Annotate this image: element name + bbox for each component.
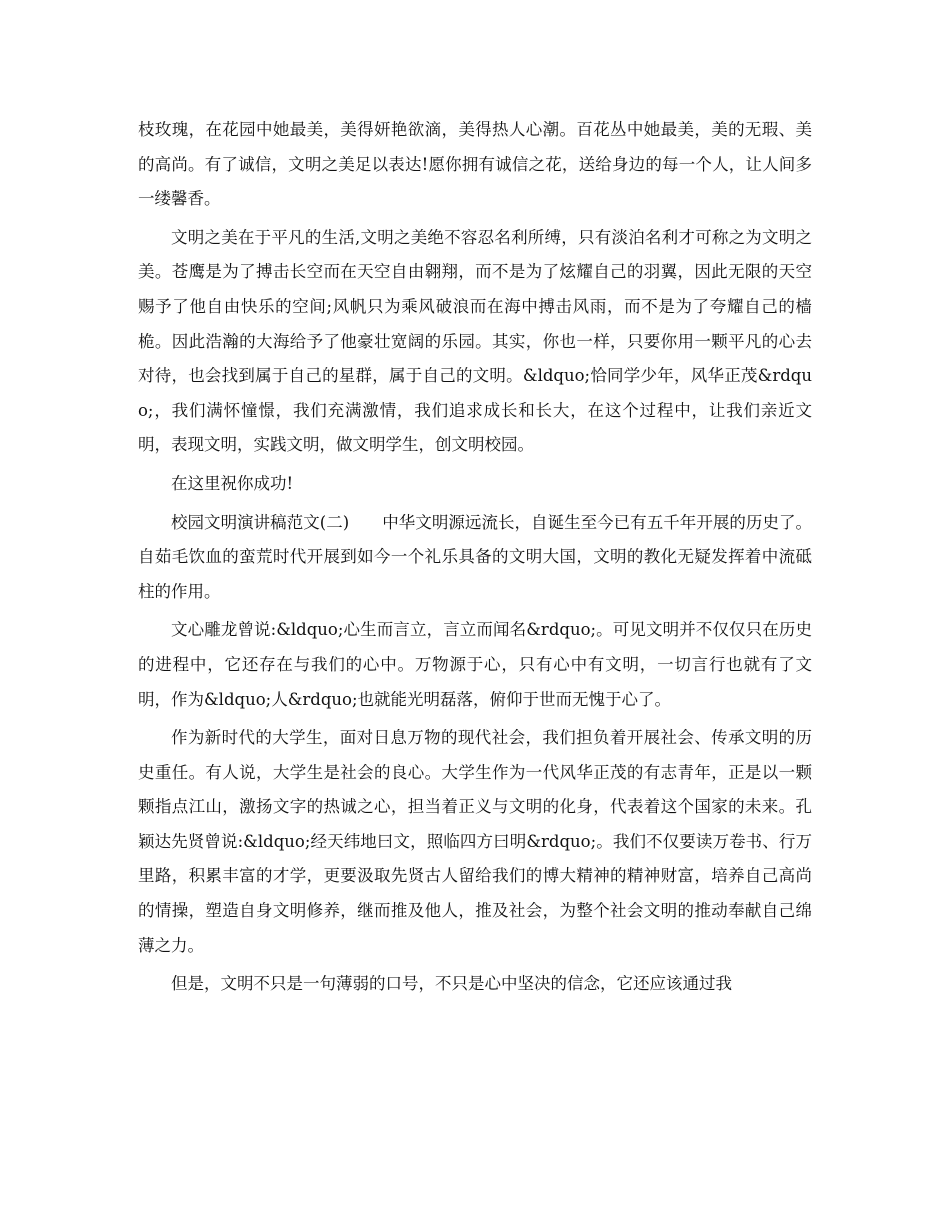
paragraph-5: 文心雕龙曾说:&ldquo;心生而言立，言立而闻名&rdquo;。可见文明并不仅仅只在历史的进程中，它还存在与我们的心中。万物源于心，只有心中有文明，一切言行也就有了文明，作为&ldquo;人&rdquo;也就能光明磊落，俯仰于世而无愧于心了。 (138, 620, 812, 709)
paragraph-3: 在这里祝你成功! (171, 473, 294, 493)
paragraph-4: 校园文明演讲稿范文(二) 中华文明源远流长，自诞生至今已有五千年开展的历史了。自茹毛饮血的蛮荒时代开展到如今一个礼乐具备的文明大国，文明的教化无疑发挥着中流砥柱的作用。 (138, 512, 812, 601)
document-page (138, 113, 812, 1002)
paragraph-6: 作为新时代的大学生，面对日息万物的现代社会，我们担负着开展社会、传承文明的历史重任。有人说，大学生是社会的良心。大学生作为一代风华正茂的有志青年，正是以一颗颗指点江山，激扬文字的热诚之心，担当着正义与文明的化身，代表着这个国家的未来。孔颖达先贤曾说:&ldquo;经天纬地曰文，照临四方曰明&rdquo;。我们不仅要读万卷书、行万里路，积累丰富的才学，更要汲取先贤古人留给我们的博大精神的精神财富，培养自己高尚的情操，塑造自身文明修养，继而推及他人，推及社会，为整个社会文明的推动奉献自己绵薄之力。 (138, 728, 812, 955)
paragraph-2: 文明之美在于平凡的生活,文明之美绝不容忍名利所缚，只有淡泊名利才可称之为文明之美。苍鹰是为了搏击长空而在天空自由翱翔，而不是为了炫耀自己的羽翼，因此无限的天空赐予了他自由快乐的空间;风帆只为乘风破浪而在海中搏击风雨，而不是为了夸耀自己的樯桅。因此浩瀚的大海给予了他豪壮宽阔的乐园。其实，你也一样，只要你用一颗平凡的心去对待，也会找到属于自己的星群，属于自己的文明。&ldquo;恰同学少年，风华正茂&rdquo;，我们满怀憧憬，我们充满激情，我们追求成长和长大，在这个过程中，让我们亲近文明，表现文明，实践文明，做文明学生，创文明校园。 (138, 227, 812, 455)
paragraph-7: 但是，文明不只是一句薄弱的口号，不只是心中坚决的信念，它还应该通过我 (171, 974, 732, 994)
paragraph-1: 枝玫瑰，在花园中她最美，美得妍艳欲滴，美得热人心潮。百花丛中她最美，美的无瑕、美的高尚。有了诚信，文明之美足以表达!愿你拥有诚信之花，送给身边的每一个人，让人间多一缕馨香。 (138, 120, 812, 209)
